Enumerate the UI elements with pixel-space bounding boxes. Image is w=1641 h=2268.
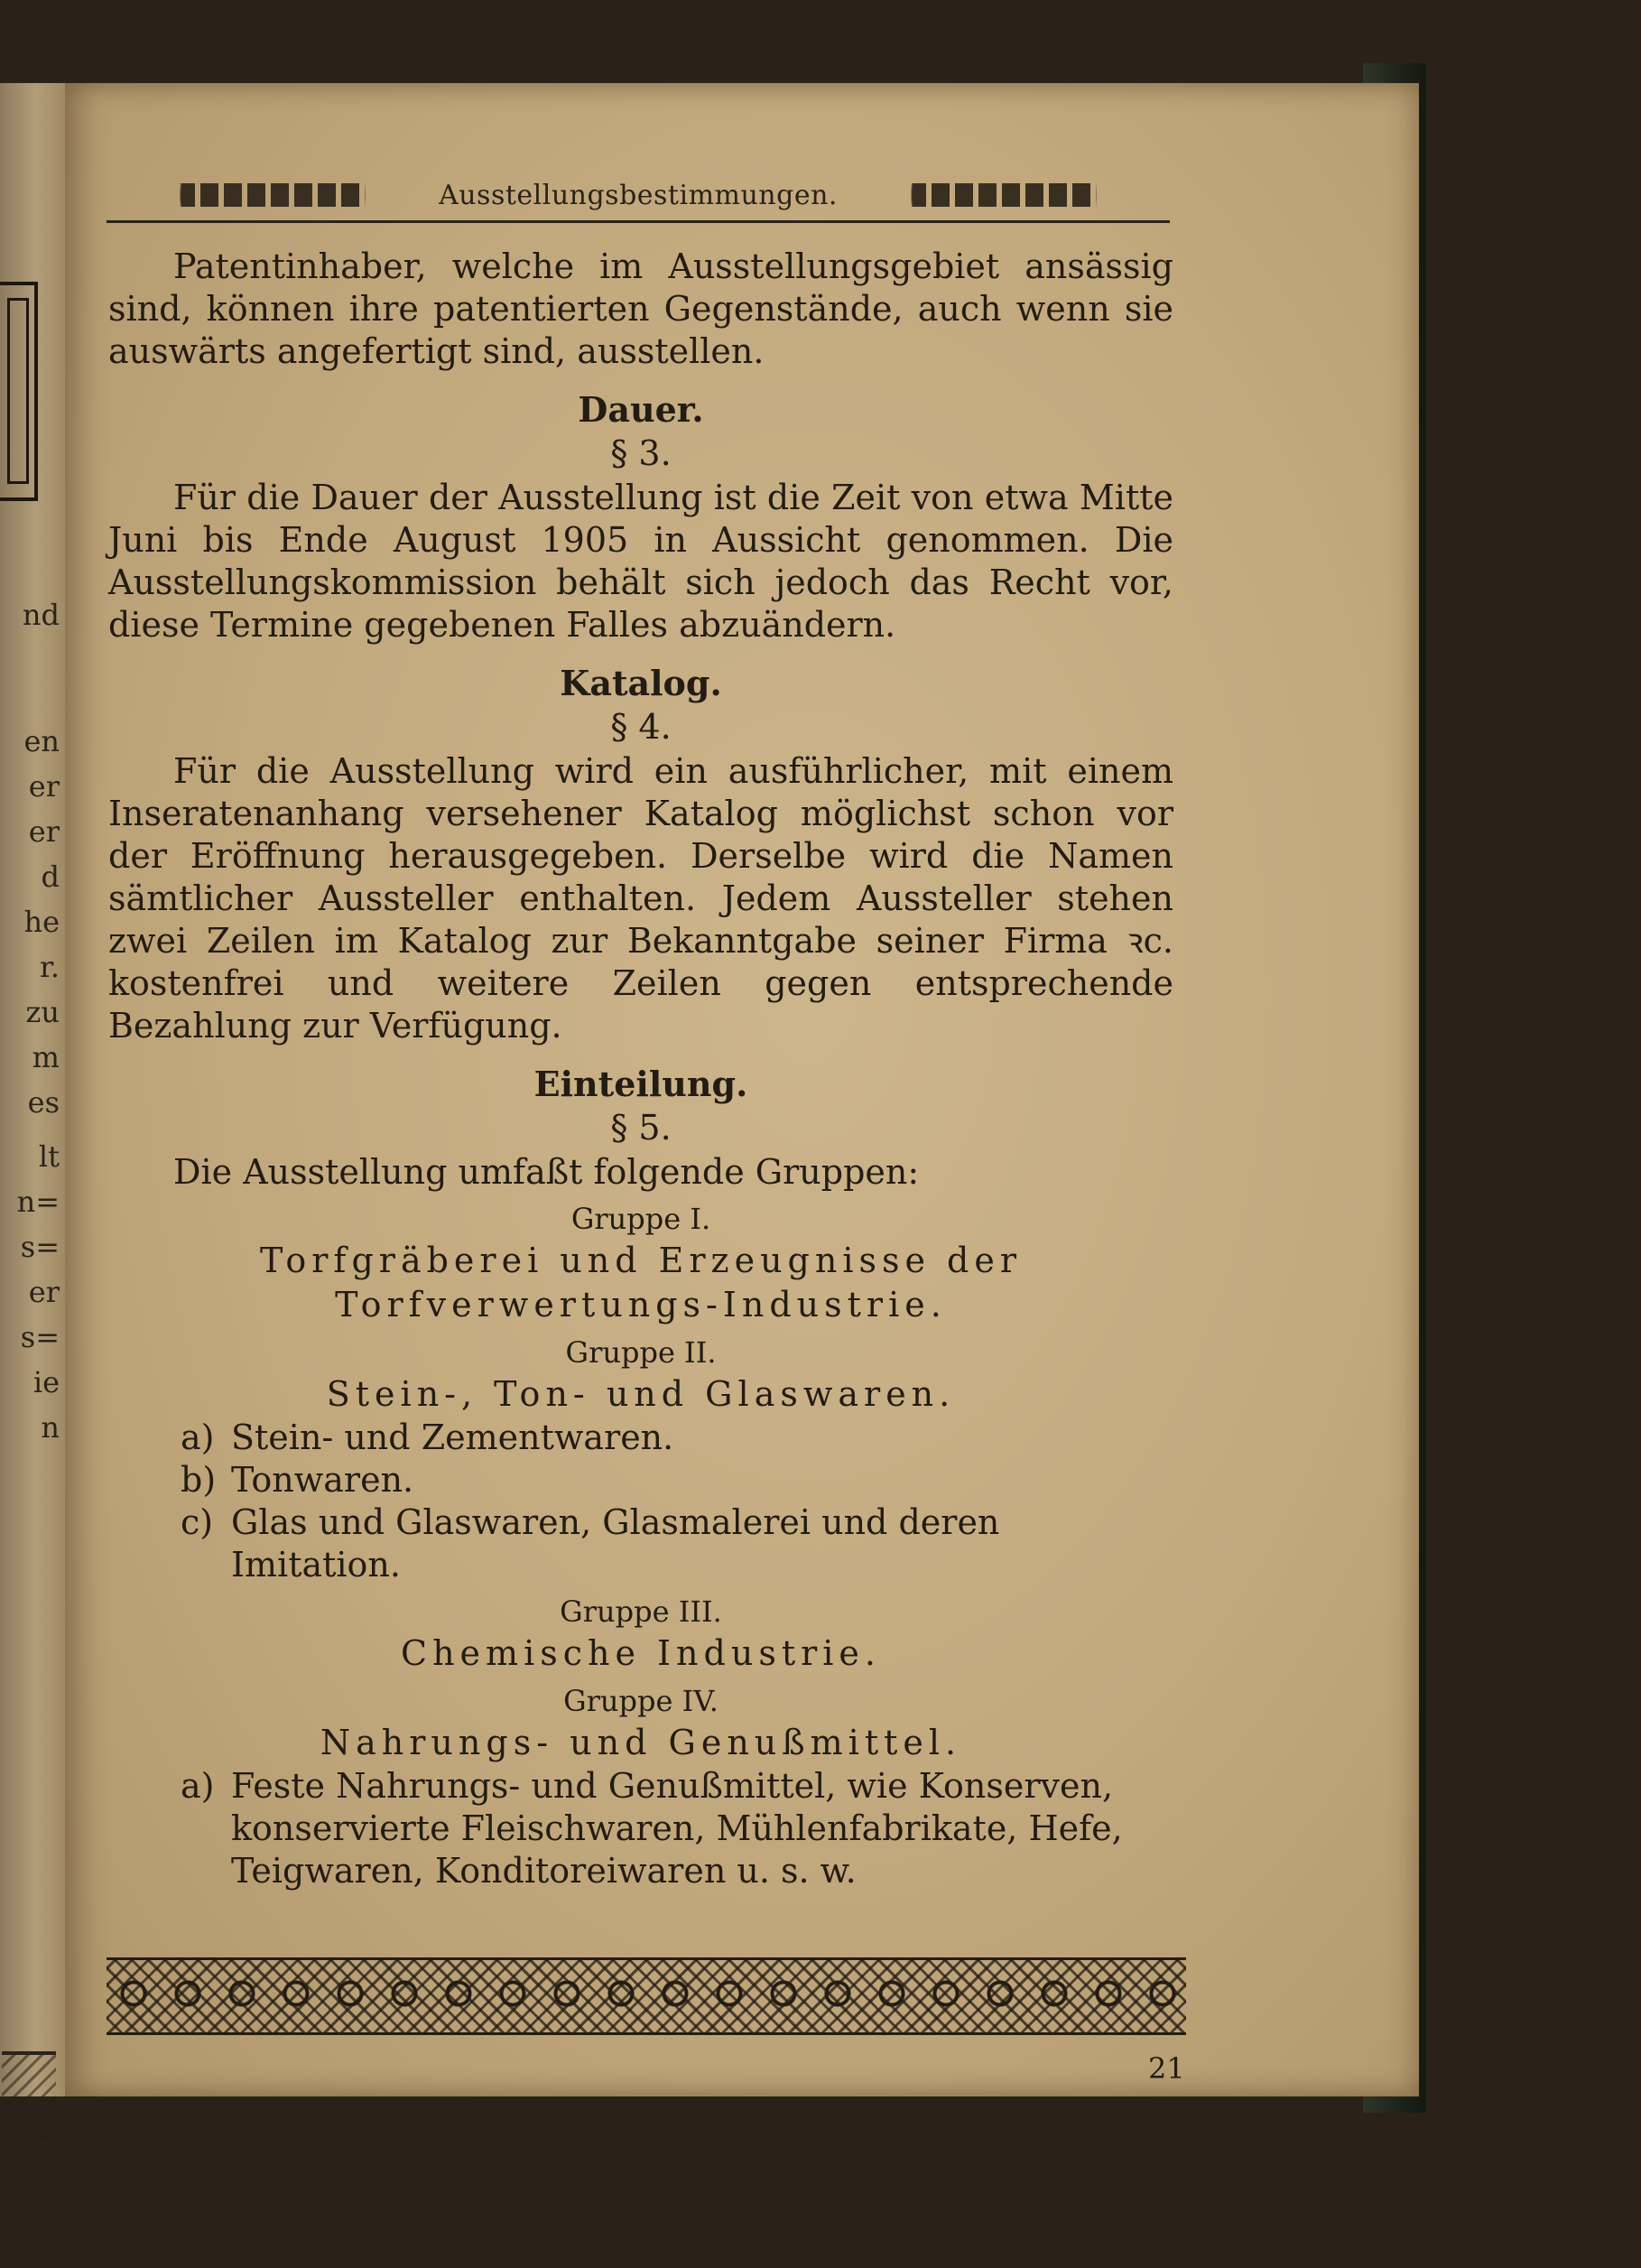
list-item xyxy=(181,1501,1173,1586)
intro-paragraph: Patentinhaber, welche im Ausstellungsgebiet ansässig sind, können ihre patentierten Gegenstände, auch wenn sie auswärts angefertigt sind, ausstellen. xyxy=(108,246,1173,371)
list-item xyxy=(181,1417,1173,1459)
list-item-text: Tonwaren. xyxy=(231,1460,414,1500)
list-item-text: Stein- und Zementwaren. xyxy=(231,1418,674,1457)
section-heading: Dauer. xyxy=(578,389,704,430)
facing-page-fragment: lt xyxy=(38,1139,60,1174)
section-number: § 3. xyxy=(610,433,672,473)
section-heading: Katalog. xyxy=(560,663,722,703)
list-item xyxy=(181,1459,1173,1501)
facing-page-fragment: zu xyxy=(25,995,60,1029)
footer-ornament-band xyxy=(107,1957,1186,2035)
section-number: § 5. xyxy=(610,1108,672,1148)
section-paragraph: Für die Ausstellung wird ein ausführlicher, mit einem Inseratenanhang versehener Katalog möglichst schon vor der Eröffnung herausgegeben. Derselbe wird die Namen sämtlicher Aussteller enthalten. Jedem Aussteller stehen zwei Zeilen im Katalog zur Bekanntgabe seiner Firma ꝛc. kostenfrei und weitere Zeilen gegen entsprechende Bezahlung zur Verfügung. xyxy=(108,751,1173,1046)
book-page xyxy=(65,83,1419,2096)
facing-page-fragment: he xyxy=(23,905,60,939)
facing-page-fragment: es xyxy=(27,1085,60,1120)
facing-page-fragment: er xyxy=(28,769,60,804)
list-marker: c) xyxy=(181,1502,214,1542)
group-title: Chemische Industrie. xyxy=(401,1633,881,1673)
facing-page-fragment: s= xyxy=(20,1320,60,1354)
header-ornament-left xyxy=(107,183,439,207)
facing-page-edge xyxy=(0,83,65,2096)
section-number: § 4. xyxy=(610,707,672,747)
facing-page-fragment: r. xyxy=(40,950,60,984)
running-header xyxy=(107,170,1170,223)
section-paragraph: Für die Dauer der Ausstellung ist die Zeit von etwa Mitte Juni bis Ende August 1905 in Aussicht genommen. Die Ausstellungskommission behält sich jedoch das Recht vor, diese Termine gegebenen Falles abzuändern. xyxy=(108,478,1173,645)
list-item-text: Feste Nahrungs- und Genußmittel, wie Konserven, konservierte Fleischwaren, Mühlenfabrikate, Hefe, Teigwaren, Konditoreiwaren u. s. w. xyxy=(231,1766,1123,1891)
running-title: Ausstellungsbestimmungen. xyxy=(439,179,838,211)
group-label: Gruppe IV. xyxy=(563,1684,719,1718)
group-item-list xyxy=(108,1417,1173,1586)
facing-page-fragment: s= xyxy=(20,1230,60,1264)
group-title: Stein-, Ton- und Glaswaren. xyxy=(326,1374,956,1414)
group-label: Gruppe I. xyxy=(570,1202,711,1236)
list-item xyxy=(181,1765,1173,1892)
facing-page-fragment: en xyxy=(23,724,60,758)
group-item-list xyxy=(108,1765,1173,1892)
facing-page-fragment: m xyxy=(32,1040,60,1074)
group-title: Nahrungs- und Genußmittel. xyxy=(320,1723,962,1762)
facing-page-fragment: ie xyxy=(32,1365,60,1399)
facing-page-frame xyxy=(0,282,38,501)
facing-page-fragment: n= xyxy=(16,1185,60,1219)
group-title: Torfgräberei und Erzeugnisse der Torfverwertungs-Industrie. xyxy=(259,1241,1023,1325)
page-number: 21 xyxy=(1148,2051,1185,2086)
facing-page-fragment: d xyxy=(41,860,60,894)
facing-page-ornament xyxy=(2,2051,56,2145)
header-ornament-right xyxy=(838,183,1170,207)
list-marker: b) xyxy=(181,1460,217,1500)
facing-page-fragment: n xyxy=(41,1410,60,1445)
facing-page-fragment: nd xyxy=(22,598,60,632)
section-heading: Einteilung. xyxy=(533,1064,748,1104)
facing-page-fragment: er xyxy=(28,1275,60,1309)
list-marker: a) xyxy=(181,1418,215,1457)
facing-page-fragment: er xyxy=(28,814,60,849)
list-marker: a) xyxy=(181,1766,215,1806)
page-body xyxy=(108,246,1173,1892)
group-label: Gruppe II. xyxy=(565,1335,717,1370)
section-paragraph: Die Ausstellung umfaßt folgende Gruppen: xyxy=(173,1152,920,1192)
list-item-text: Glas und Glaswaren, Glasmalerei und deren Imitation. xyxy=(231,1502,1000,1585)
group-label: Gruppe III. xyxy=(560,1594,722,1629)
